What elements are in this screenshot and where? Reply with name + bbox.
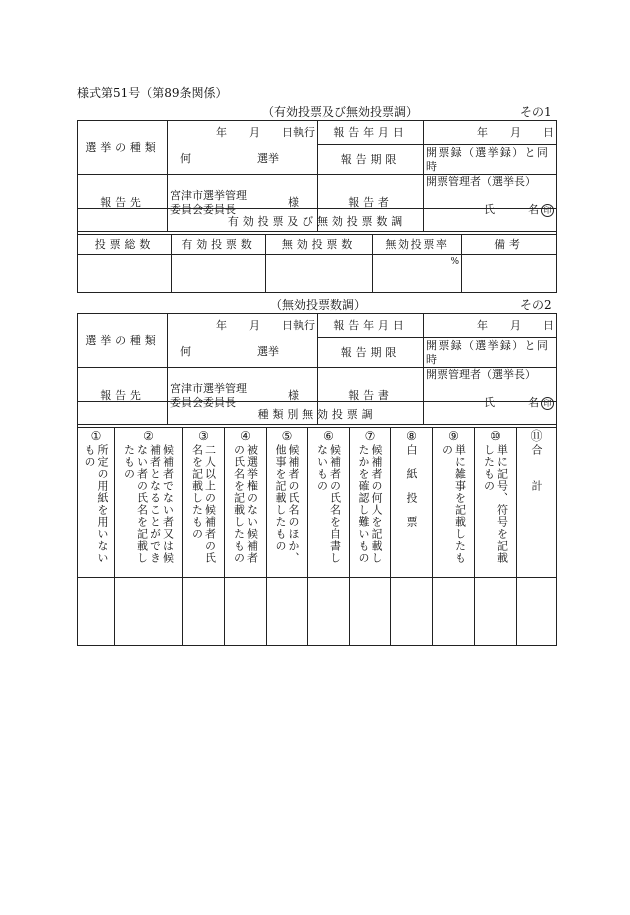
col-remarks: 備考 bbox=[462, 235, 557, 255]
category-number: ③ bbox=[198, 429, 209, 443]
seal-stamp-icon: 印 bbox=[541, 204, 554, 217]
category-header-3 bbox=[183, 428, 225, 578]
category-count-cell-10[interactable] bbox=[475, 578, 517, 646]
category-count-cell-3[interactable] bbox=[183, 578, 225, 646]
category-table-title: 種類別無効投票調 bbox=[78, 402, 557, 428]
category-label: 単に雑事を記載したも の bbox=[440, 444, 467, 564]
category-count-cell-9[interactable] bbox=[433, 578, 475, 646]
category-header-1 bbox=[78, 428, 115, 578]
election-type-label: 選挙の種類 bbox=[78, 121, 168, 175]
category-header-9 bbox=[433, 428, 475, 578]
category-number: ⑩ bbox=[490, 429, 501, 443]
report-period-label-2: 報告期限 bbox=[318, 338, 424, 368]
col-valid-votes: 有効投票数 bbox=[172, 235, 266, 255]
category-label: 候補者の氏名のほか、 他事を記載したもの bbox=[274, 444, 300, 564]
reporter-line2: 氏 名 bbox=[484, 203, 539, 216]
category-number: ⑧ bbox=[406, 429, 417, 443]
report-to-label: 報告先 bbox=[78, 175, 168, 232]
category-number: ⑪ bbox=[530, 429, 543, 443]
category-count-cell-2[interactable] bbox=[115, 578, 183, 646]
honorific-2: 様 bbox=[288, 389, 299, 402]
category-label: 合 計 bbox=[530, 444, 544, 492]
col-invalid-votes: 無効投票数 bbox=[266, 235, 373, 255]
category-number: ⑤ bbox=[281, 429, 293, 443]
category-header-4 bbox=[225, 428, 267, 578]
category-count-cell-5[interactable] bbox=[267, 578, 308, 646]
category-number: ⑦ bbox=[364, 429, 376, 443]
category-header-11 bbox=[517, 428, 557, 578]
category-header-2 bbox=[115, 428, 183, 578]
category-label: 候補者の氏名を自書し ないもの bbox=[315, 444, 342, 564]
report-to-line1: 宮津市選挙管理 bbox=[170, 189, 247, 202]
report-to-label-2: 報告先 bbox=[78, 368, 168, 425]
exec-date-2: 年 月 日執行 bbox=[168, 314, 318, 338]
category-count-cell-11[interactable] bbox=[517, 578, 557, 646]
category-count-cell-6[interactable] bbox=[308, 578, 350, 646]
election-type-label-2: 選挙の種類 bbox=[78, 314, 168, 368]
total-votes-cell[interactable] bbox=[78, 255, 172, 293]
exec-date: 年 月 日執行 bbox=[168, 121, 318, 145]
report-period-label: 報告期限 bbox=[318, 145, 424, 175]
report-to-line2-2: 委員会委員長 bbox=[170, 396, 236, 409]
col-invalid-rate: 無効投票率 bbox=[373, 235, 462, 255]
count-table-title: 有効投票及び無効投票数調 bbox=[78, 209, 557, 235]
category-value-row bbox=[78, 578, 557, 646]
invalid-rate-cell[interactable] bbox=[373, 255, 462, 293]
category-label: 候補者の何人を記載し たかを確認し難いもの bbox=[357, 444, 383, 564]
category-count-cell-4[interactable] bbox=[225, 578, 267, 646]
report-to-line1-2: 宮津市選挙管理 bbox=[170, 382, 247, 395]
report-to-line2: 委員会委員長 bbox=[170, 203, 236, 216]
category-count-cell-8[interactable] bbox=[391, 578, 433, 646]
category-number: ⑨ bbox=[448, 429, 459, 443]
category-label: 被選挙権のない候補者 の氏名を記載したもの bbox=[232, 444, 259, 564]
category-number: ④ bbox=[240, 429, 251, 443]
section2-page-label: その2 bbox=[520, 298, 552, 312]
honorific: 様 bbox=[288, 196, 299, 209]
seal-stamp-icon: 印 bbox=[541, 397, 554, 410]
reporter-label-2: 報告書 bbox=[318, 368, 424, 425]
category-header-8 bbox=[391, 428, 433, 578]
category-label: 所定の用紙を用いない もの bbox=[83, 444, 109, 564]
reporter-line1: 開票管理者（選挙長） bbox=[426, 175, 536, 188]
category-count-cell-7[interactable] bbox=[350, 578, 391, 646]
valid-votes-cell[interactable] bbox=[172, 255, 266, 293]
category-label: 単に記号、符号を記載 したもの bbox=[482, 444, 509, 564]
remarks-cell[interactable] bbox=[462, 255, 557, 293]
category-count-cell-1[interactable] bbox=[78, 578, 115, 646]
report-date-label-2: 報告年月日 bbox=[318, 314, 424, 338]
category-label: 二人以上の候補者の氏 名を記載したもの bbox=[190, 444, 217, 564]
invalid-category-table bbox=[77, 401, 557, 646]
reporter-line2-2: 氏 名 bbox=[484, 396, 539, 409]
report-date-label: 報告年月日 bbox=[318, 121, 424, 145]
invalid-votes-cell[interactable] bbox=[266, 255, 373, 293]
section1-page-label: その1 bbox=[520, 105, 552, 119]
category-label: 候補者でない者又は候 補者となることができ ない者の氏名を記載し たもの bbox=[122, 444, 175, 564]
category-number: ② bbox=[143, 429, 154, 443]
category-header-5 bbox=[267, 428, 308, 578]
category-header-6 bbox=[308, 428, 350, 578]
report-date-value: 年 月 日 bbox=[424, 121, 557, 145]
category-header-10 bbox=[475, 428, 517, 578]
col-total-votes: 投票総数 bbox=[78, 235, 172, 255]
election-name: 何 選挙 bbox=[168, 145, 318, 175]
category-label: 白 紙 投 票 bbox=[405, 444, 418, 528]
section2-subtitle: （無効投票数調） bbox=[270, 298, 367, 312]
election-name-2: 何 選挙 bbox=[168, 338, 318, 368]
category-header-7 bbox=[350, 428, 391, 578]
reporter-label: 報告者 bbox=[318, 175, 424, 232]
category-number: ⑥ bbox=[323, 429, 334, 443]
form-number: 様式第51号（第89条関係） bbox=[77, 86, 228, 100]
section1-count-table bbox=[77, 208, 557, 293]
report-date-value-2: 年 月 日 bbox=[424, 314, 557, 338]
report-period-value-2: 開票録（選挙録）と同時 bbox=[424, 338, 557, 368]
percent-sign: % bbox=[450, 257, 459, 267]
section1-subtitle: （有効投票及び無効投票調） bbox=[262, 105, 419, 119]
report-period-value: 開票録（選挙録）と同時 bbox=[424, 145, 557, 175]
category-header-row bbox=[78, 428, 557, 578]
reporter-line1-2: 開票管理者（選挙長） bbox=[426, 368, 536, 381]
category-number: ① bbox=[90, 429, 102, 443]
